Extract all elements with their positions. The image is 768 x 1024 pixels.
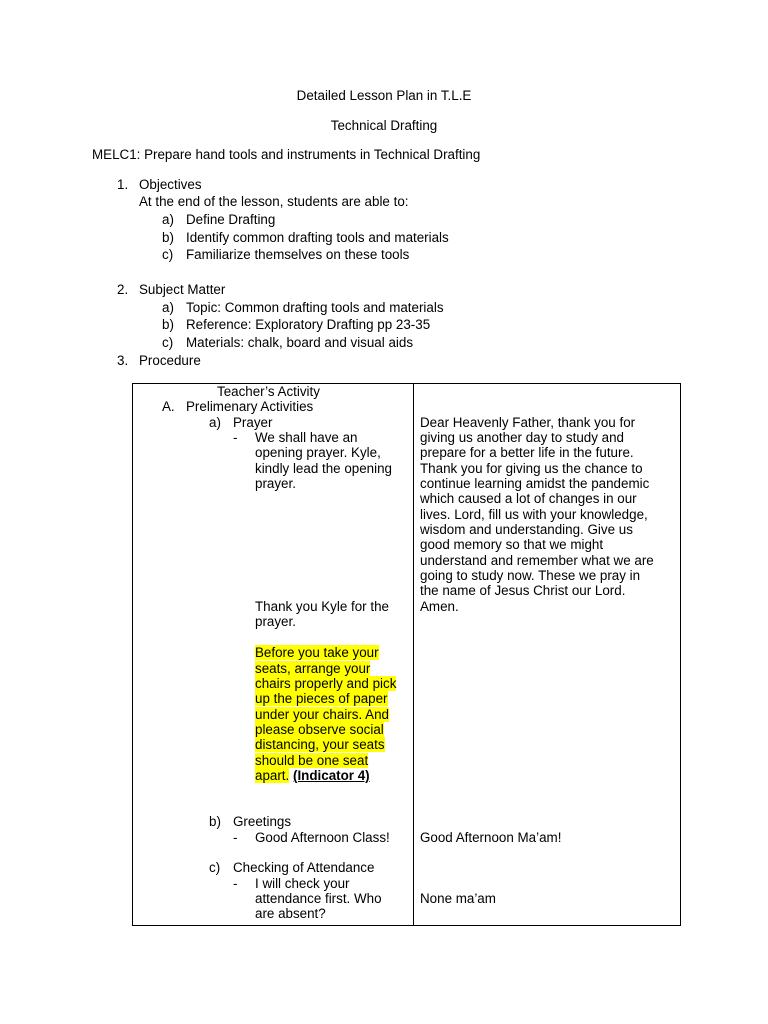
dash-bullet: - bbox=[233, 876, 238, 891]
prayer-heading: Prayer bbox=[233, 415, 273, 430]
attendance-line: attendance first. Who bbox=[255, 891, 382, 906]
objectives-intro: At the end of the lesson, students are able to: bbox=[139, 194, 409, 209]
thanks-line: Thank you Kyle for the bbox=[255, 599, 389, 614]
highlighted-instruction-line: seats, arrange your bbox=[255, 661, 371, 676]
procedure-number: 3. bbox=[117, 353, 129, 368]
objective-item: Familiarize themselves on these tools bbox=[186, 247, 410, 262]
subject-item: Topic: Common drafting tools and materials bbox=[186, 300, 444, 315]
greeting-student: Good Afternoon Ma’am! bbox=[420, 830, 562, 845]
student-prayer-line: continue learning amidst the pandemic bbox=[420, 476, 650, 491]
student-prayer-line: wisdom and understanding. Give us bbox=[420, 522, 633, 537]
document-title: Detailed Lesson Plan in T.L.E bbox=[296, 88, 472, 103]
attendance-line: are absent? bbox=[255, 906, 326, 921]
dash-bullet: - bbox=[233, 430, 238, 445]
student-prayer-line: going to study now. These we pray in bbox=[420, 568, 641, 583]
student-prayer-line: Thank you for giving us the chance to bbox=[420, 461, 643, 476]
student-prayer-line: lives. Lord, fill us with your knowledge, bbox=[420, 507, 648, 522]
procedure-heading: Procedure bbox=[139, 353, 201, 368]
section-letter: A. bbox=[162, 399, 175, 414]
dash-bullet: - bbox=[233, 830, 238, 845]
highlighted-instruction-line: should be one seat bbox=[255, 753, 369, 768]
objectives-heading: Objectives bbox=[139, 177, 202, 192]
subject-letter: a) bbox=[162, 300, 174, 315]
highlighted-instruction-line: up the pieces of paper bbox=[255, 691, 388, 706]
student-prayer-line: which caused a lot of changes in our bbox=[420, 491, 637, 506]
student-prayer-line: Amen. bbox=[420, 599, 459, 614]
prayer-letter: a) bbox=[209, 415, 221, 430]
greeting-teacher: Good Afternoon Class! bbox=[255, 830, 390, 845]
highlighted-instruction-line: under your chairs. And bbox=[255, 707, 389, 722]
prayer-instruction-line: opening prayer. Kyle, bbox=[255, 445, 381, 460]
student-prayer-line: understand and remember what we are bbox=[420, 553, 654, 568]
column-divider bbox=[413, 384, 414, 925]
prayer-instruction-line: kindly lead the opening bbox=[255, 461, 392, 476]
highlighted-instruction-line: please observe social bbox=[255, 722, 384, 737]
objective-item: Identify common drafting tools and materials bbox=[186, 230, 449, 245]
prayer-instruction-line: We shall have an bbox=[255, 430, 358, 445]
indicator-label: (Indicator 4) bbox=[292, 768, 370, 783]
student-prayer-line: Dear Heavenly Father, thank you for bbox=[420, 415, 636, 430]
highlighted-instruction-line: Before you take your bbox=[255, 645, 379, 660]
attendance-letter: c) bbox=[209, 860, 221, 875]
subject-letter: b) bbox=[162, 317, 174, 332]
student-prayer-line: giving us another day to study and bbox=[420, 430, 624, 445]
objective-letter: a) bbox=[162, 212, 174, 227]
subject-item: Reference: Exploratory Drafting pp 23-35 bbox=[186, 317, 431, 332]
subject-heading: Subject Matter bbox=[139, 282, 226, 297]
melc-statement: MELC1: Prepare hand tools and instruments in Technical Drafting bbox=[92, 147, 481, 162]
subject-item: Materials: chalk, board and visual aids bbox=[186, 335, 414, 350]
subject-letter: c) bbox=[162, 335, 174, 350]
objective-letter: c) bbox=[162, 247, 174, 262]
objective-item: Define Drafting bbox=[186, 212, 276, 227]
activity-table bbox=[132, 383, 681, 926]
objectives-number: 1. bbox=[117, 177, 129, 192]
attendance-student: None ma’am bbox=[420, 891, 496, 906]
section-heading: Prelimenary Activities bbox=[186, 399, 314, 414]
attendance-line: I will check your bbox=[255, 876, 350, 891]
teacher-activity-heading: Teacher’s Activity bbox=[217, 384, 320, 399]
document-subtitle: Technical Drafting bbox=[330, 118, 438, 133]
highlighted-instruction-line: distancing, your seats bbox=[255, 737, 385, 752]
prayer-instruction-line: prayer. bbox=[255, 476, 296, 491]
subject-number: 2. bbox=[117, 282, 129, 297]
student-prayer-line: the name of Jesus Christ our Lord. bbox=[420, 583, 626, 598]
student-prayer-line: good memory so that we might bbox=[420, 537, 604, 552]
thanks-line: prayer. bbox=[255, 614, 296, 629]
objective-letter: b) bbox=[162, 230, 174, 245]
highlighted-instruction-line: apart. bbox=[255, 768, 290, 783]
greetings-heading: Greetings bbox=[233, 814, 292, 829]
attendance-heading: Checking of Attendance bbox=[233, 860, 375, 875]
highlighted-instruction-line: chairs properly and pick bbox=[255, 676, 397, 691]
greetings-letter: b) bbox=[209, 814, 221, 829]
student-prayer-line: prepare for a better life in the future. bbox=[420, 445, 634, 460]
